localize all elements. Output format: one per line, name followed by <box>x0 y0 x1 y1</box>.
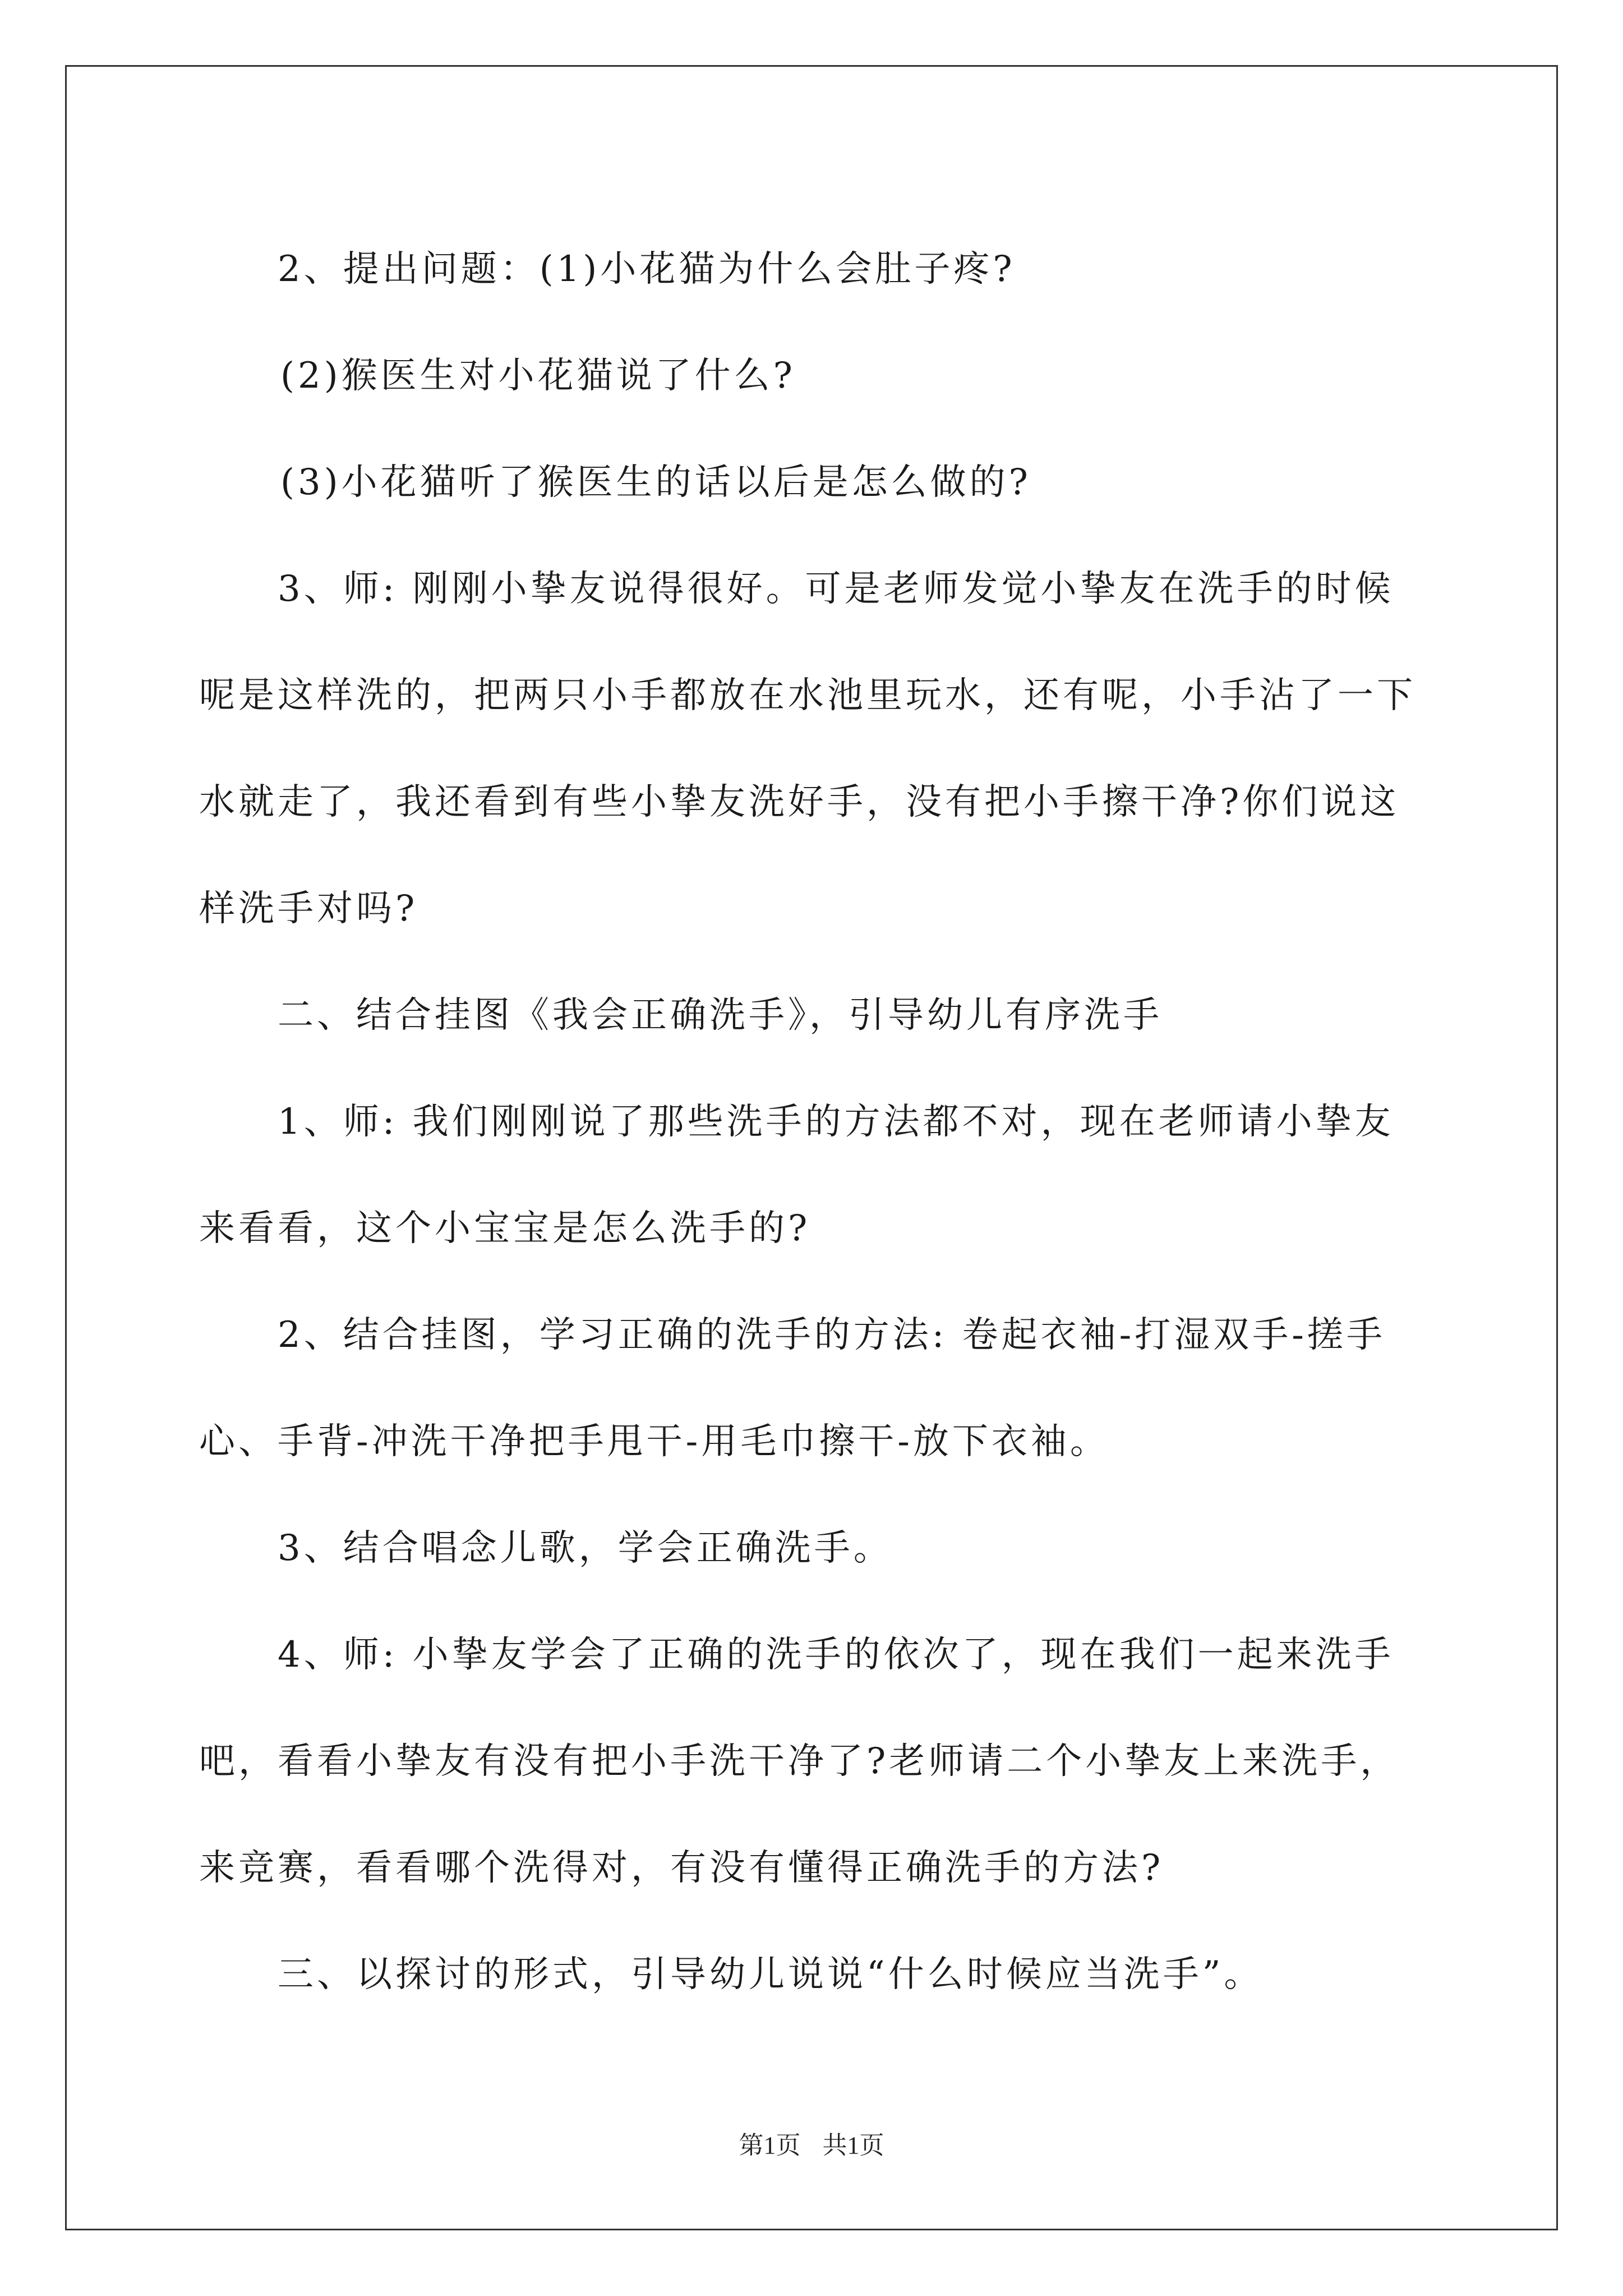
paragraph-question-3: (3)小花猫听了猴医生的话以后是怎么做的? <box>280 462 1031 503</box>
paragraph-step-1: 1、师: 我们刚刚说了那些洗手的方法都不对，现在老师请小挚友来看看，这个小宝宝是怎么洗手的? <box>199 1101 1394 1249</box>
paragraph-question-intro: 2、提出问题：(1)小花猫为什么会肚子疼? <box>278 249 1016 290</box>
page-number-current: 第1页 <box>739 2132 801 2159</box>
paragraph-step-2: 2、结合挂图，学习正确的洗手的方法: 卷起衣袖-打湿双手-搓手心、手背-冲洗干净把手甩干-用毛巾擦干-放下衣袖。 <box>199 1314 1386 1462</box>
paragraph-section-two-heading: 二、结合挂图《我会正确洗手》，引导幼儿有序洗手 <box>278 995 1163 1036</box>
paragraph-question-2: (2)猴医生对小花猫说了什么? <box>280 355 796 397</box>
paragraph-step-4: 4、师: 小挚友学会了正确的洗手的依次了，现在我们一起来洗手吧，看看小挚友有没有把小手洗干净了?老师请二个小挚友上来洗手，来竞赛，看看哪个洗得对，有没有懂得正确洗手的方法? <box>199 1634 1400 1889</box>
page-number-total: 共1页 <box>822 2132 884 2159</box>
paragraph-step-3: 3、结合唱念儿歌，学会正确洗手。 <box>278 1527 893 1569</box>
document-body <box>199 216 1433 2028</box>
paragraph-teacher-observation: 3、师: 刚刚小挚友说得很好。可是老师发觉小挚友在洗手的时候呢是这样洗的，把两只小手都放在水池里玩水，还有呢，小手沾了一下水就走了，我还看到有些小挚友洗好手，没有把小手擦干净?你们说这样洗手对吗? <box>199 568 1416 930</box>
page-footer <box>0 2125 1623 2161</box>
paragraph-section-three-heading: 三、以探讨的形式，引导幼儿说说“什么时候应当洗手”。 <box>278 1954 1264 1995</box>
